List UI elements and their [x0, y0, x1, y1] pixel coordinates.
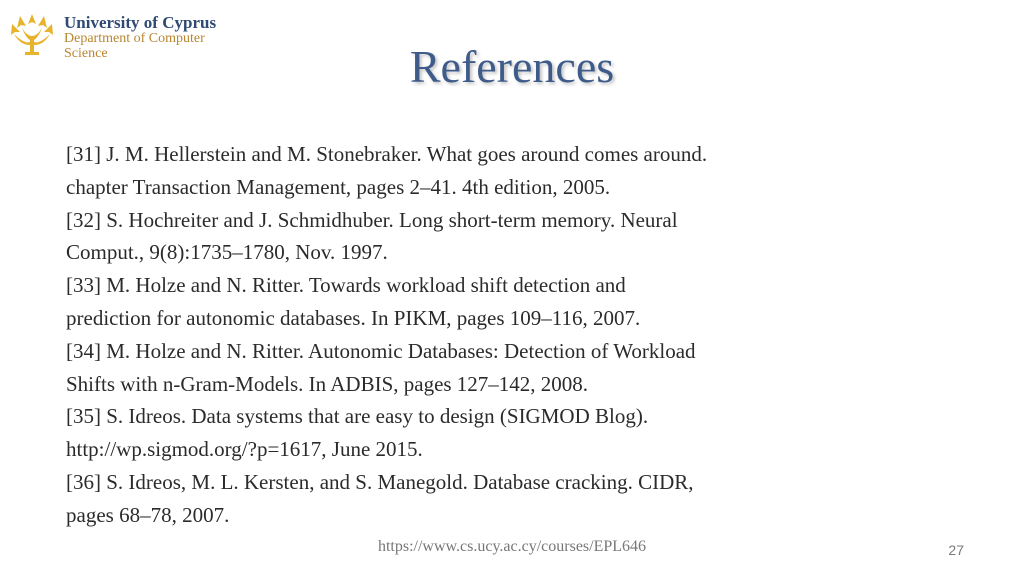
reference-line: [32] S. Hochreiter and J. Schmidhuber. Long short-term memory. Neural	[66, 207, 678, 232]
reference-line: Shifts with n-Gram-Models. In ADBIS, pages 127–142, 2008.	[66, 371, 589, 396]
reference-list	[66, 138, 826, 532]
logo-university-name: University of Cyprus	[64, 13, 217, 32]
reference-line: pages 68–78, 2007.	[66, 502, 230, 527]
reference-line: [33] M. Holze and N. Ritter. Towards workload shift detection and	[66, 273, 626, 298]
reference-line: [36] S. Idreos, M. L. Kersten, and S. Manegold. Database cracking. CIDR,	[66, 469, 694, 494]
page-number: 27	[948, 542, 964, 558]
reference-line: http://wp.sigmod.org/?p=1617, June 2015.	[66, 437, 423, 462]
reference-line: chapter Transaction Management, pages 2–41. 4th edition, 2005.	[66, 174, 611, 199]
reference-line: Comput., 9(8):1735–1780, Nov. 1997.	[66, 240, 388, 265]
reference-line: [34] M. Holze and N. Ritter. Autonomic Databases: Detection of Workload	[66, 338, 696, 363]
footer-url: https://www.cs.ucy.ac.cy/courses/EPL646	[377, 538, 647, 555]
reference-line: [35] S. Idreos. Data systems that are easy to design (SIGMOD Blog).	[66, 404, 649, 429]
reference-line: prediction for autonomic databases. In PIKM, pages 109–116, 2007.	[66, 305, 641, 330]
slide-title: References	[409, 41, 615, 92]
reference-line: [31] J. M. Hellerstein and M. Stonebraker. What goes around comes around.	[66, 142, 708, 166]
logo-science-line: Science	[64, 45, 108, 61]
logo-department-line: Department of Computer	[64, 30, 205, 46]
